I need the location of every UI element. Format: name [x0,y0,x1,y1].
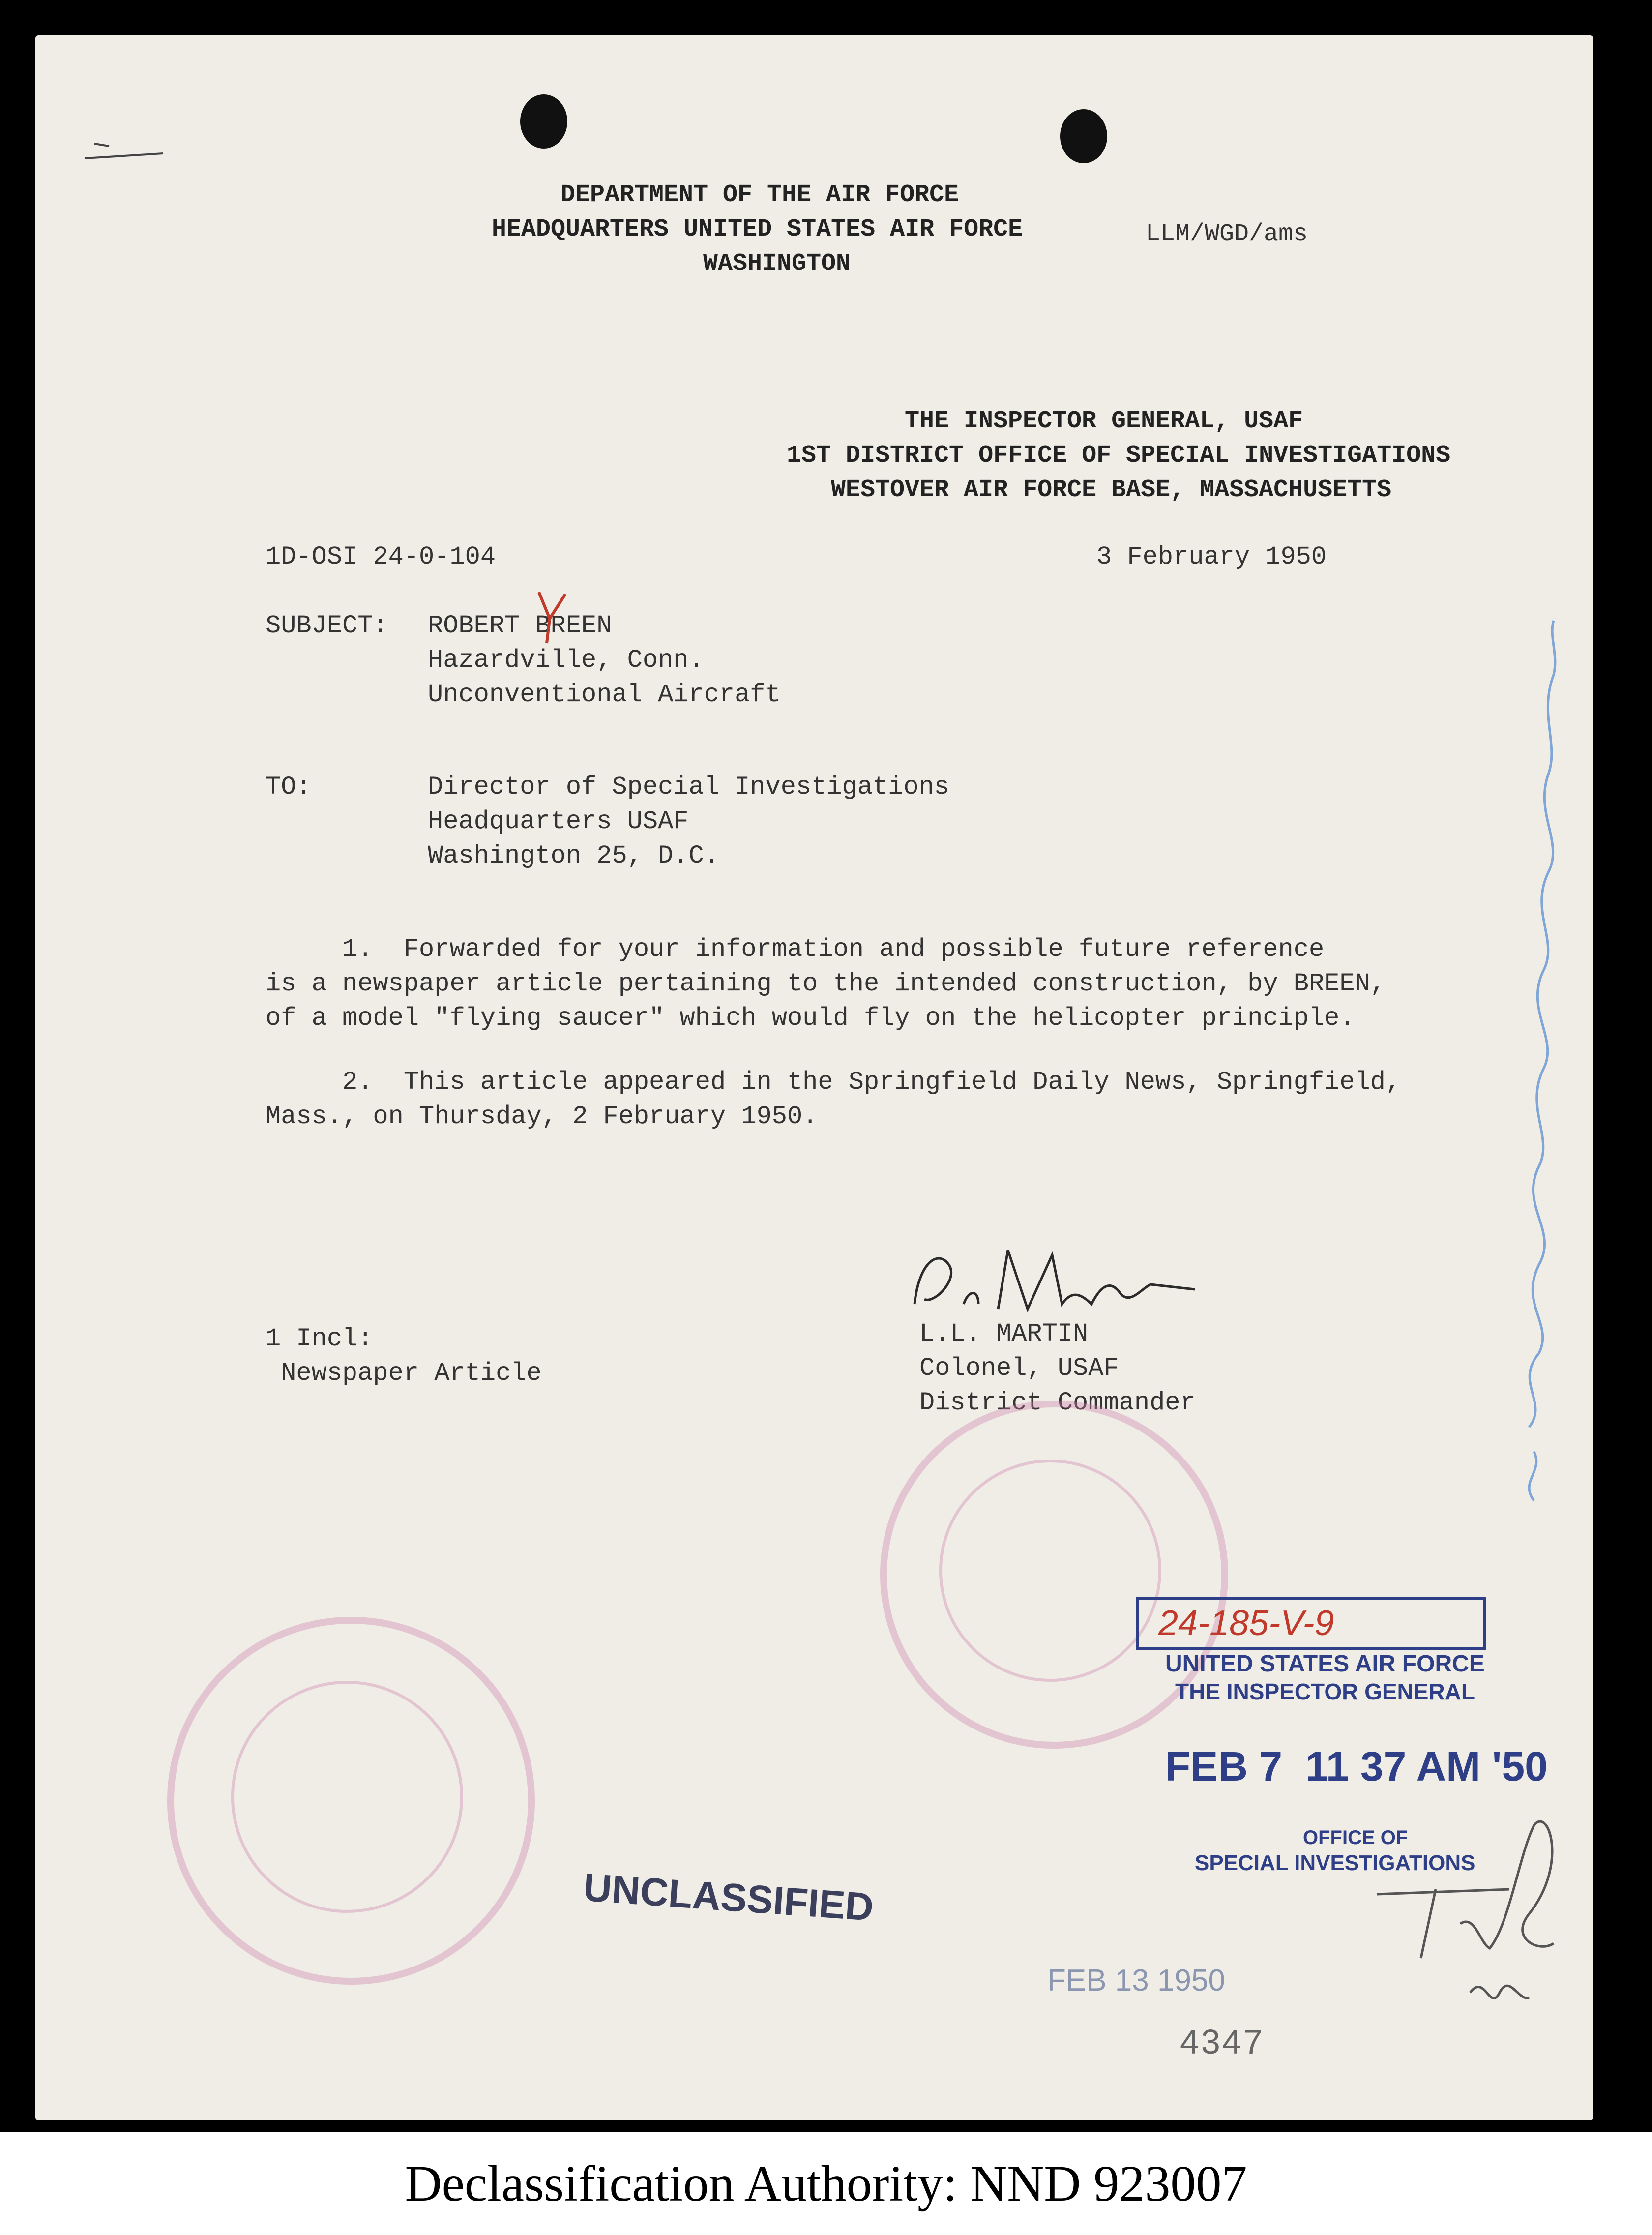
dept-line-1: DEPARTMENT OF THE AIR FORCE [560,181,959,209]
date-stamp: FEB 13 1950 [1047,1964,1225,1997]
signer-name: L.L. MARTIN [919,1319,1089,1348]
handwritten-file-note [1362,1796,1568,2022]
paragraph-2 [266,1065,1401,1134]
signer-rank: Colonel, USAF [919,1354,1119,1383]
handwritten-signature [905,1230,1210,1324]
to-line-3: Washington 25, D.C. [428,841,719,870]
office-stamp-line-1: OFFICE OF [1303,1827,1408,1848]
enclosure-count: 1 Incl: [266,1324,373,1353]
subject-topic: Unconventional Aircraft [428,680,781,709]
office-stamp-line-2: SPECIAL INVESTIGATIONS [1195,1851,1475,1875]
office-line-3: WESTOVER AIR FORCE BASE, MASSACHUSETTS [831,476,1392,504]
paragraph-1-line-1: 1. Forwarded for your information and possible future reference [266,935,1325,964]
red-check-mark [535,589,569,648]
office-line-2: 1ST DISTRICT OFFICE OF SPECIAL INVESTIGATIONS [787,442,1451,470]
faded-received-stamp-upper-inner [939,1460,1161,1682]
document-page [35,35,1593,2120]
punch-hole-right [1060,109,1107,163]
faded-received-stamp-lower-inner [231,1681,463,1913]
punch-hole-left [520,94,567,149]
dept-line-2: HEADQUARTERS UNITED STATES AIR FORCE [492,215,1023,243]
subject-label: SUBJECT: [266,611,388,640]
subject-name: ROBERT BREEN [428,611,612,640]
letter-date: 3 February 1950 [1096,542,1327,571]
paragraph-1 [266,932,1386,1036]
document-number: 4347 [1180,2023,1265,2061]
subject-location: Hazardville, Conn. [428,646,704,675]
file-code: 24-185-V-9 [1158,1604,1334,1643]
reference-initials: LLM/WGD/ams [1146,220,1308,248]
declassification-footer [0,2132,1652,2235]
agency-stamp-line-2: THE INSPECTOR GENERAL [1175,1679,1475,1704]
file-number: 1D-OSI 24-0-104 [266,542,496,571]
to-label: TO: [266,773,312,802]
paragraph-1-line-2: is a newspaper article pertaining to the intended construction, by BREEN, [266,969,1386,998]
file-code-stamp [1136,1597,1486,1650]
declassification-authority: Declassification Authority: NND 923007 [405,2155,1247,2212]
to-line-2: Headquarters USAF [428,807,689,836]
dept-line-3: WASHINGTON [703,250,851,278]
signer-title: District Commander [919,1388,1196,1417]
to-line-1: Director of Special Investigations [428,773,949,802]
received-date-stamp: FEB 7 11 37 AM '50 [1165,1743,1548,1789]
paragraph-1-line-3: of a model "flying saucer" which would fly on the helicopter principle. [266,1004,1355,1033]
handwritten-margin-note [1500,616,1573,1511]
agency-stamp-line-1: UNITED STATES AIR FORCE [1165,1651,1485,1677]
enclosure-item: Newspaper Article [266,1359,542,1388]
pencil-mark [80,134,168,173]
paragraph-2-line-1: 2. This article appeared in the Springfield Daily News, Springfield, [266,1068,1401,1097]
office-line-1: THE INSPECTOR GENERAL, USAF [905,407,1303,435]
paragraph-2-line-2: Mass., on Thursday, 2 February 1950. [266,1102,818,1131]
classification-stamp: UNCLASSIFIED [582,1865,875,1930]
